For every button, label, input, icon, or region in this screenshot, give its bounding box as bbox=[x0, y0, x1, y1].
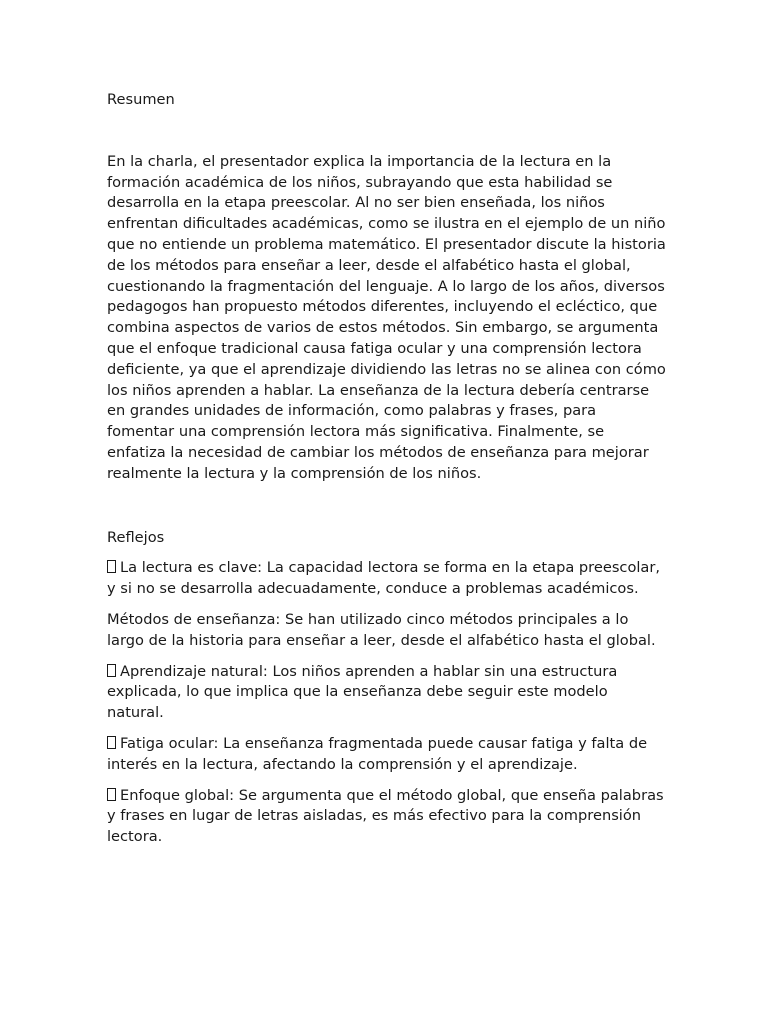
reflection-item bbox=[107, 558, 667, 600]
reflection-text: Métodos de enseñanza: Se han utilizado cinco métodos principales a lo largo de la historia para enseñar a leer, desde el alfabético hasta el global. bbox=[107, 610, 656, 649]
missing-glyph-icon bbox=[107, 736, 116, 749]
missing-glyph-icon bbox=[107, 664, 116, 677]
reflection-text: Aprendizaje natural: Los niños aprenden a hablar sin una estructura explicada, lo que implica que la enseñanza debe seguir este modelo natural. bbox=[107, 662, 618, 722]
reflection-item bbox=[107, 610, 667, 652]
reflection-text: Fatiga ocular: La enseñanza fragmentada puede causar fatiga y falta de interés en la lectura, afectando la comprensión y el aprendizaje. bbox=[107, 734, 648, 773]
summary-paragraph: En la charla, el presentador explica la importancia de la lectura en la formación académica de los niños, subrayando que esta habilidad se desarrolla en la etapa preescolar. Al no ser bien enseñada, los niños enfrentan dificultades académicas, como se ilustra en el ejemplo de un niño que no entiende un problema matemático. El presentador discute la historia de los métodos para enseñar a leer, desde el alfabético hasta el global, cuestionando la fragmentación del lenguaje. A lo largo de los años, diversos pedagogos han propuesto métodos diferentes, incluyendo el ecléctico, que combina aspectos de varios de estos métodos. Sin embargo, se argumenta que el enfoque tradicional causa fatiga ocular y una comprensión lectora deficiente, ya que el aprendizaje dividiendo las letras no se alinea con cómo los niños aprenden a hablar. La enseñanza de la lectura debería centrarse en grandes unidades de información, como palabras y frases, para fomentar una comprensión lectora más significativa. Finalmente, se enfatiza la necesidad de cambiar los métodos de enseñanza para mejorar realmente la lectura y la comprensión de los niños. bbox=[107, 152, 666, 482]
missing-glyph-icon bbox=[107, 560, 116, 573]
reflection-item bbox=[107, 662, 667, 724]
missing-glyph-icon bbox=[107, 788, 116, 801]
reflection-text: Enfoque global: Se argumenta que el método global, que enseña palabras y frases en lugar de letras aisladas, es más efectivo para la comprensión lectora. bbox=[107, 786, 664, 846]
reflections-heading: Reflejos bbox=[107, 528, 165, 546]
reflection-text: La lectura es clave: La capacidad lectora se forma en la etapa preescolar, y si no se desarrolla adecuadamente, conduce a problemas académicos. bbox=[107, 559, 661, 598]
reflection-item bbox=[107, 786, 667, 848]
document-body bbox=[107, 90, 667, 858]
reflection-item bbox=[107, 734, 667, 776]
summary-heading: Resumen bbox=[107, 91, 175, 108]
